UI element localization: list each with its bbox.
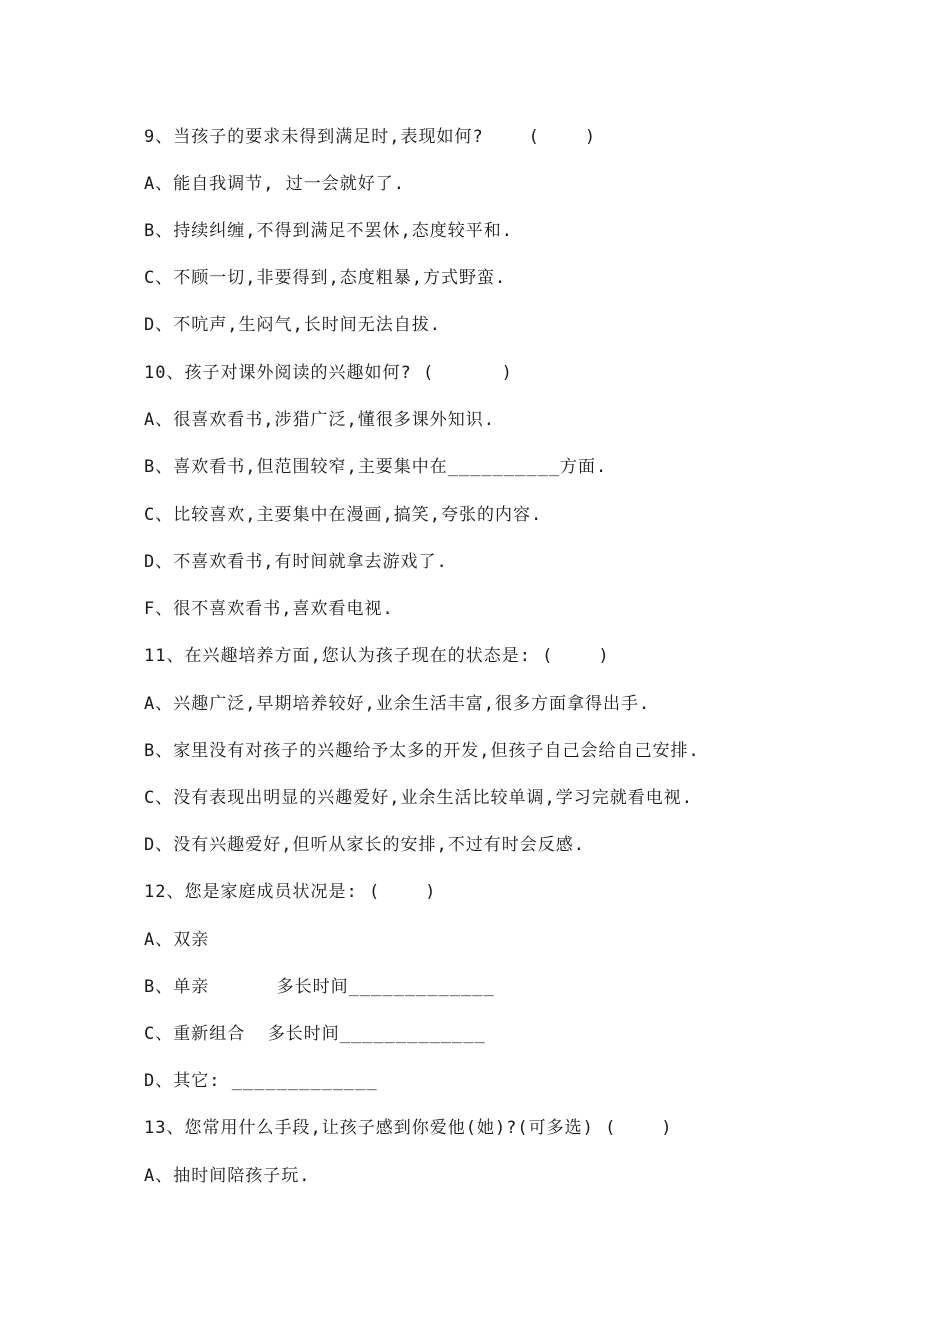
q12-option-a: A、双亲: [144, 930, 210, 950]
q12-option-d: D、其它: _____________: [144, 1071, 378, 1091]
question-10: 10、孩子对课外阅读的兴趣如何? ( ): [144, 363, 513, 383]
q10-option-b: B、喜欢看书,但范围较窄,主要集中在__________方面.: [144, 457, 608, 477]
q11-option-a: A、兴趣广泛,早期培养较好,业余生活丰富,很多方面拿得出手.: [144, 694, 651, 714]
question-11: 11、在兴趣培养方面,您认为孩子现在的状态是: ( ): [144, 646, 610, 666]
q13-option-a: A、抽时间陪孩子玩.: [144, 1166, 311, 1186]
q10-option-a: A、很喜欢看书,涉猎广泛,懂很多课外知识.: [144, 410, 495, 430]
q12-option-b: B、单亲 多长时间_____________: [144, 977, 495, 997]
q10-option-c: C、比较喜欢,主要集中在漫画,搞笑,夸张的内容.: [144, 505, 543, 525]
question-9: 9、当孩子的要求未得到满足时,表现如何? ( ): [144, 127, 597, 147]
q9-option-d: D、不吭声,生闷气,长时间无法自拔.: [144, 315, 441, 335]
question-13: 13、您常用什么手段,让孩子感到你爱他(她)?(可多选) ( ): [144, 1118, 673, 1138]
q12-option-c: C、重新组合 多长时间_____________: [144, 1024, 486, 1044]
q9-option-b: B、持续纠缠,不得到满足不罢休,态度较平和.: [144, 221, 513, 241]
q9-option-a: A、能自我调节, 过一会就好了.: [144, 174, 405, 194]
q9-option-c: C、不顾一切,非要得到,态度粗暴,方式野蛮.: [144, 268, 507, 288]
q11-option-b: B、家里没有对孩子的兴趣给予太多的开发,但孩子自己会给自己安排.: [144, 741, 700, 761]
q10-option-f: F、很不喜欢看书,喜欢看电视.: [144, 599, 394, 619]
q10-option-d: D、不喜欢看书,有时间就拿去游戏了.: [144, 552, 448, 572]
q11-option-c: C、没有表现出明显的兴趣爱好,业余生活比较单调,学习完就看电视.: [144, 788, 693, 808]
q11-option-d: D、没有兴趣爱好,但听从家长的安排,不过有时会反感.: [144, 835, 585, 855]
question-12: 12、您是家庭成员状况是: ( ): [144, 882, 437, 902]
